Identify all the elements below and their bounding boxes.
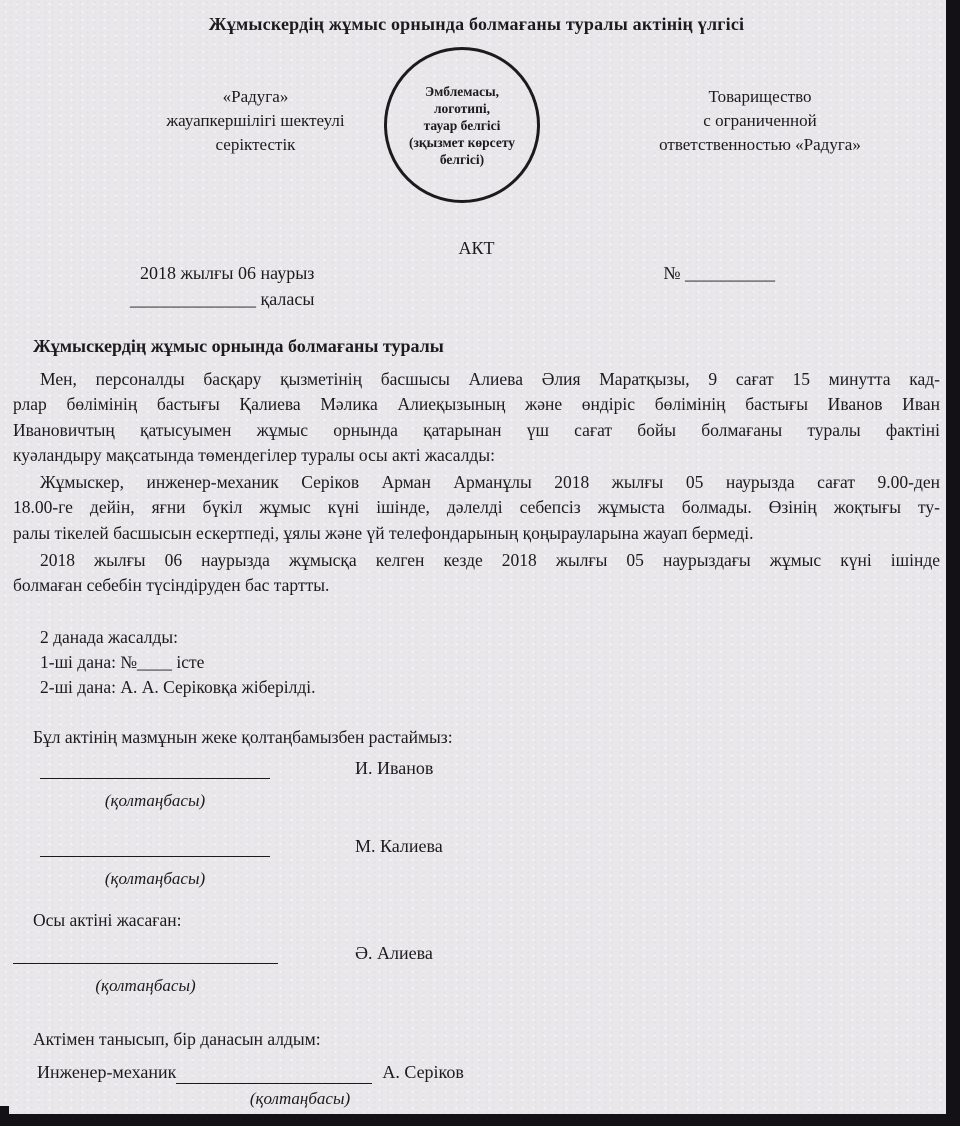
company-ru-line: ответственностью «Радуга»	[659, 135, 861, 154]
company-kk-line: серіктестік	[215, 135, 296, 154]
composed-by-line: Осы актіні жасаған:	[33, 909, 182, 930]
copies-line: 2-ші дана: А. А. Серіковқа жіберілді.	[40, 677, 316, 698]
copies-line: 2 данада жасалды:	[40, 626, 178, 647]
emblem-line: тауар белгісі	[423, 117, 501, 133]
paragraph-line: болмаған себебін түсіндіруден бас тартты.	[13, 575, 330, 596]
signatory-name: Ә. Алиева	[355, 942, 433, 963]
document-title: Жұмыскердің жұмыс орнында болмағаны туралы актінің үлгісі	[208, 14, 745, 34]
emblem-line: Эмблемасы,	[424, 83, 500, 99]
paragraph-3	[13, 548, 940, 599]
emblem-line: белгісі)	[439, 151, 485, 167]
signature-blank-line	[40, 776, 270, 779]
signatory-name: А. Серіков	[382, 1061, 464, 1082]
document-header	[13, 47, 940, 205]
signature-caption: (қолтаңбасы)	[249, 1088, 351, 1108]
signature-blank-line	[176, 1081, 372, 1084]
signature-caption: (қолтаңбасы)	[104, 790, 206, 810]
emblem-line: логотипі,	[433, 100, 490, 116]
act-city-field: ______________ қаласы	[130, 289, 315, 309]
emblem-line: (зқызмет көрсету	[408, 134, 516, 150]
signature-row-3	[13, 943, 940, 967]
paragraph-line: куәландыру мақсатында төмендегілер туралы осы акті жасалды:	[13, 444, 495, 465]
act-label: АКТ	[458, 238, 495, 258]
acknowledgement-row	[13, 1062, 940, 1087]
paragraph-line: 2018 жылғы 06 наурызда жұмысқа келген кезде 2018 жылғы 05 наурыздағы жұмыс күні ішінде	[40, 550, 940, 571]
company-name-kazakh	[13, 47, 368, 157]
paragraph-line: 18.00-ге дейін, яғни бүкіл жұмыс күні ішінде, дәлелді себепсіз жұмыста болмады. Өзінің жоқтығы ту-	[13, 497, 940, 518]
company-ru-line: Товарищество	[708, 87, 812, 106]
paragraph-line: Ивановичтың қатысуымен жұмыс орнында қатарынан үш сағат бойы болмағаны туралы фактіні	[13, 419, 940, 440]
signature-row-2	[40, 836, 940, 860]
copies-block	[13, 625, 940, 701]
copies-line-number-field: 1-ші дана: №____ істе	[40, 651, 205, 672]
page-corner-mark	[0, 1106, 9, 1114]
company-kk-line: жауапкершілігі шектеулі	[166, 111, 345, 130]
confirmation-line: Бұл актінің мазмұнын жеке қолтаңбамызбен растаймыз:	[33, 726, 453, 747]
received-line: Актімен танысып, бір данасын алдым:	[33, 1028, 321, 1049]
document-content	[13, 0, 940, 1109]
act-date: 2018 жылғы 06 наурыз	[140, 263, 315, 283]
signature-blank-line	[13, 961, 278, 964]
act-number-field: № __________	[663, 263, 775, 283]
subject-heading: Жұмыскердің жұмыс орнында болмағаны туралы	[33, 336, 444, 356]
company-kk-line: «Радуга»	[222, 87, 289, 106]
signature-caption: (қолтаңбасы)	[104, 868, 206, 888]
paragraph-line: Мен, персоналды басқару қызметінің басшысы Алиева Әлия Маратқызы, 9 сағат 15 минутта кад-	[40, 369, 940, 389]
signature-caption: (қолтаңбасы)	[95, 975, 196, 995]
act-date-row	[13, 261, 940, 286]
paragraph-line: рлар бөлімінің бастығы Қалиева Мәлика Алиеқызының және өндіріс бөлімінің бастығы Иванов Иван	[13, 394, 940, 415]
paragraph-line: Жұмыскер, инженер-механик Серіков Арман Арманұлы 2018 жылғы 05 наурызда сағат 9.00-ден	[40, 472, 940, 493]
paragraph-2	[13, 470, 940, 546]
company-ru-line: с ограниченной	[703, 111, 817, 130]
company-name-russian	[540, 47, 940, 157]
signatory-name: И. Иванов	[355, 757, 434, 778]
signature-blank-line	[40, 854, 270, 857]
signatory-name: М. Калиева	[355, 835, 443, 856]
signature-row-1	[40, 758, 940, 782]
role-label: Инженер-механик	[37, 1061, 177, 1082]
page-bottom-border	[0, 1114, 960, 1126]
paragraph-1	[13, 367, 940, 468]
emblem-circle-placeholder	[384, 47, 540, 203]
page-right-border	[946, 0, 960, 1126]
paragraph-line: ралы тікелей басшысын ескертпеді, ұялы және үй телефондарының қоңырауларына жауап бермеді.	[13, 522, 754, 543]
